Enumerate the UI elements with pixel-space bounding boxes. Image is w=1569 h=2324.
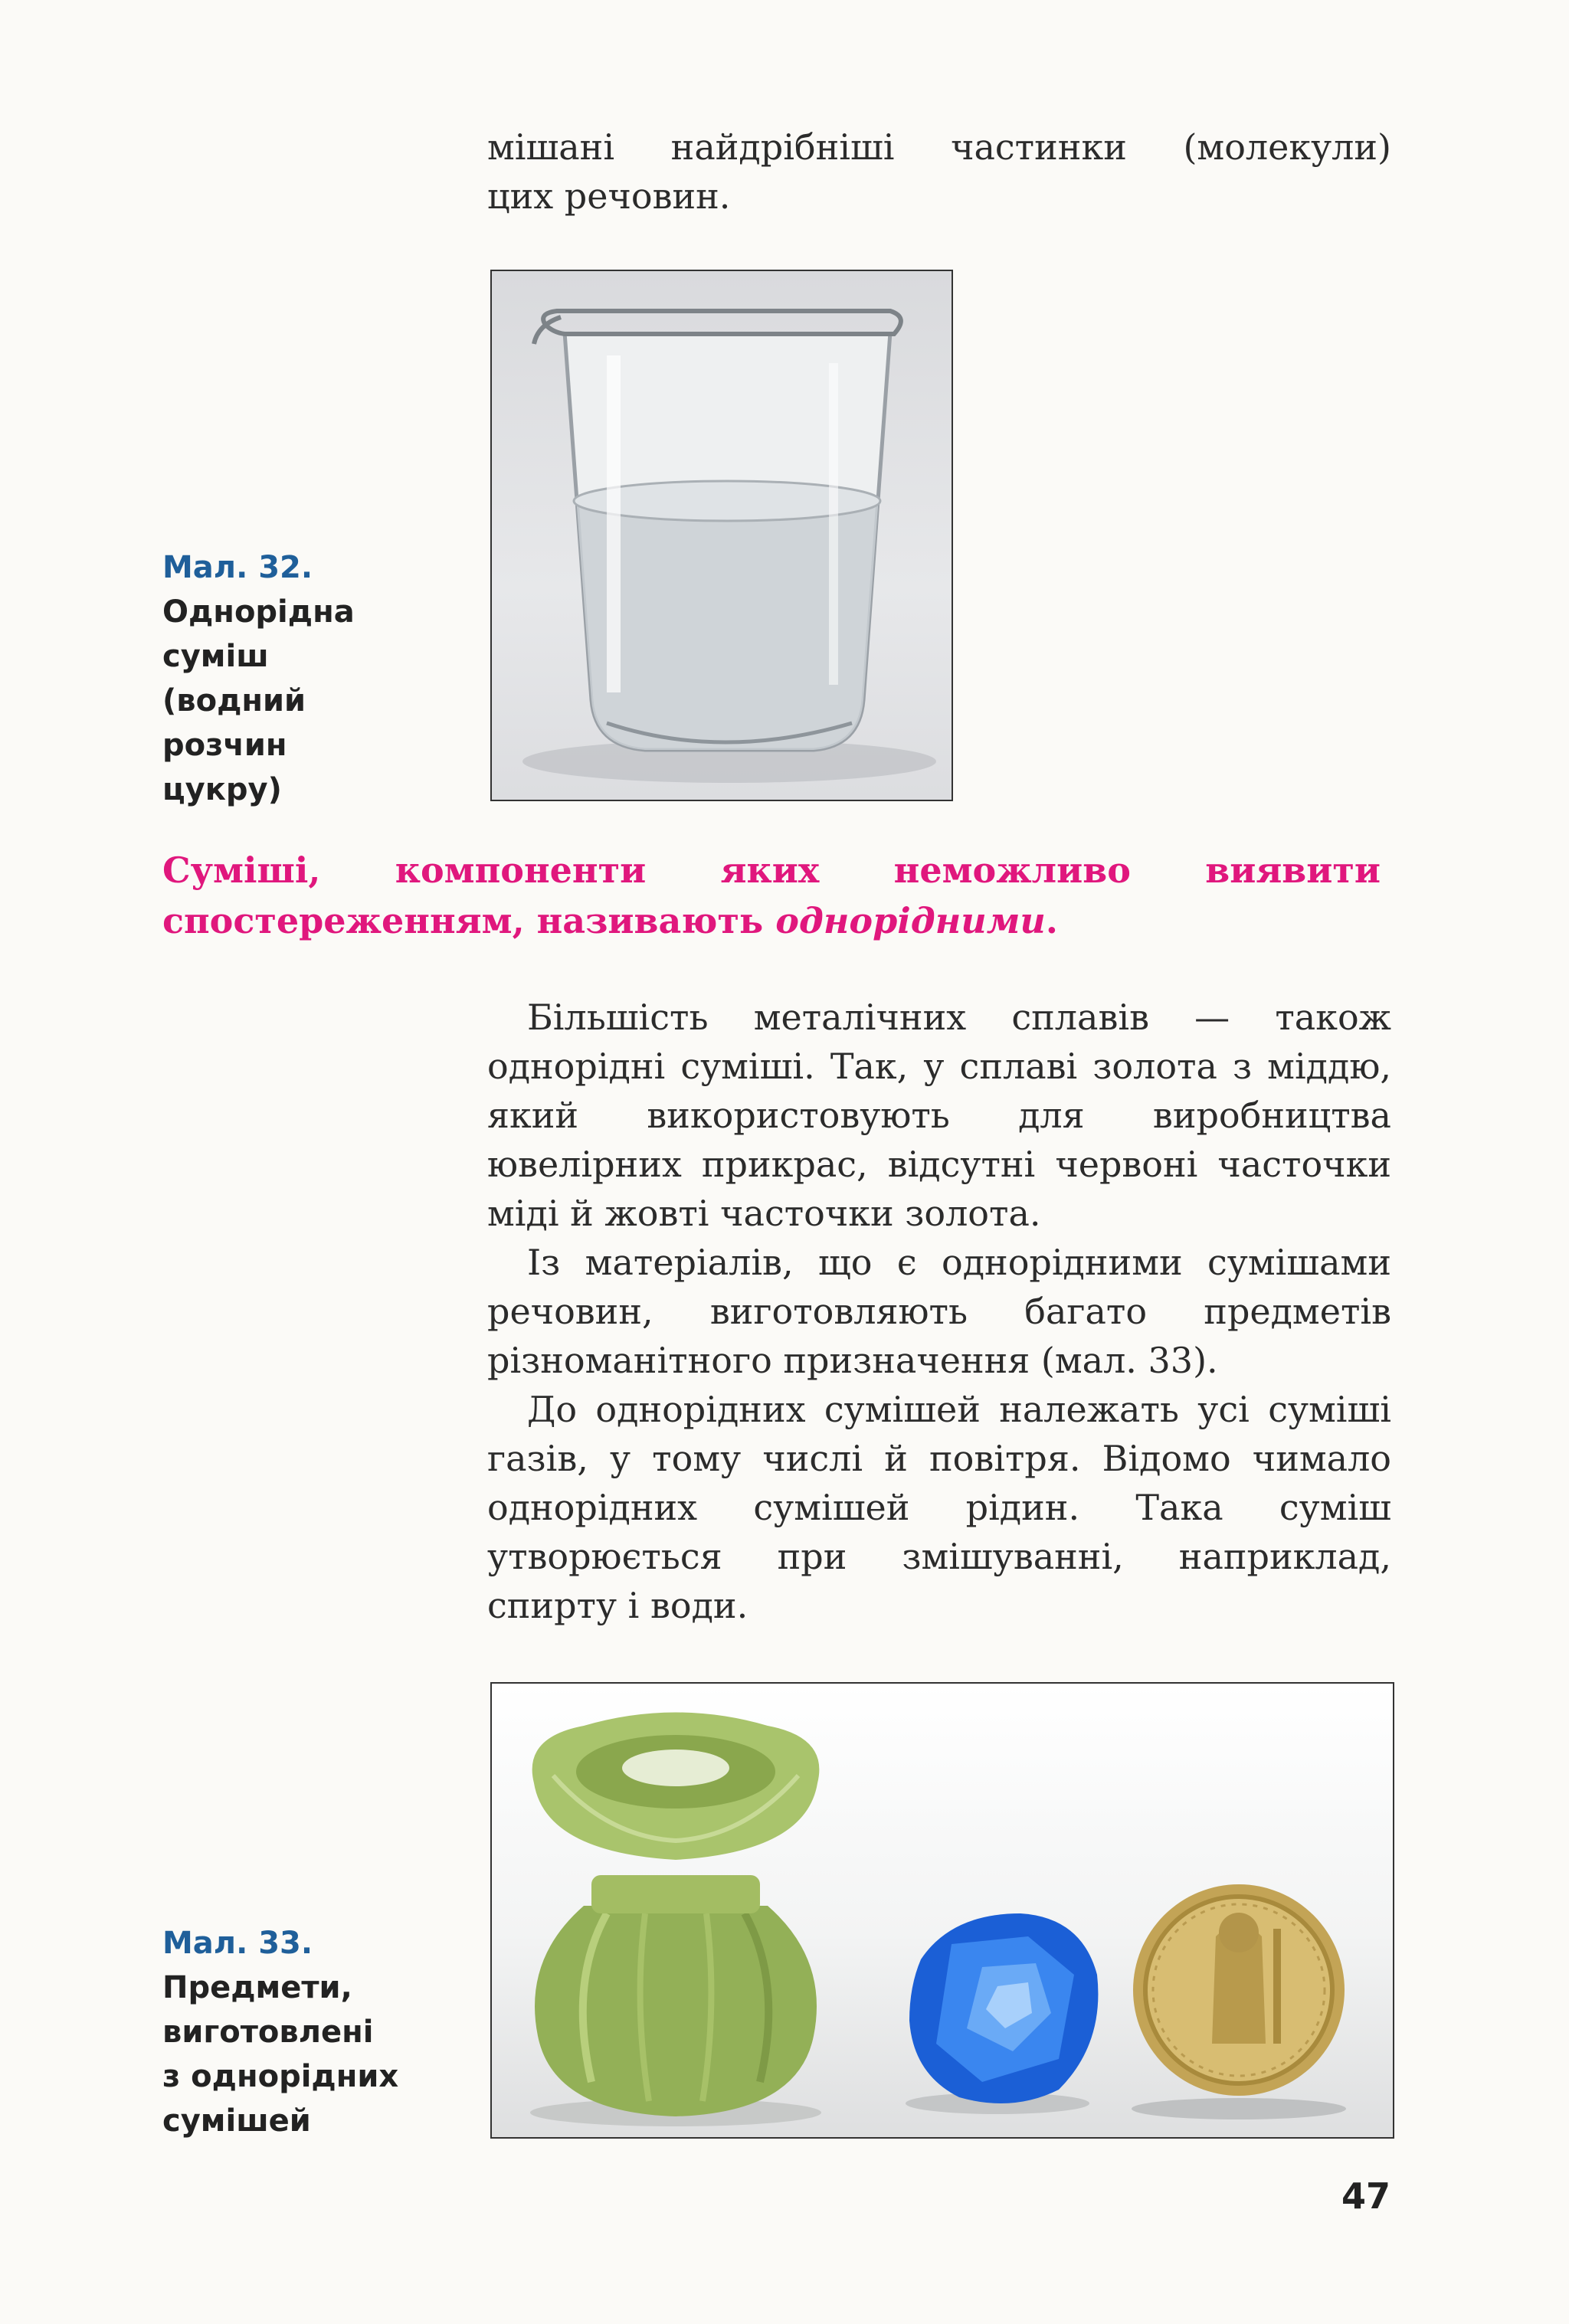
definition-end: . xyxy=(1045,900,1058,941)
body-paragraph: Із матеріалів, що є однорідними сумішами речовин, виготовляють багато предметів різноманітного призначення (мал. 33). xyxy=(487,1242,1391,1381)
figure-33-caption-line: Предмети, xyxy=(162,1970,352,2005)
definition-text: Суміші, компоненти яких неможливо виявити спостереженням, називають xyxy=(162,849,1381,941)
figure-32-photo xyxy=(490,270,953,801)
body-paragraph: До однорідних сумішей належать усі суміші газів, у тому числі й повітря. Відомо чимало однорідних сумішей рідин. Така суміш утворюється при змішуванні, наприклад, спирту і води. xyxy=(487,1389,1391,1626)
top-paragraph xyxy=(487,123,1391,221)
blue-gemstone-icon xyxy=(906,1913,1098,2114)
figure-33-caption xyxy=(162,1921,438,2143)
figure-32-label: Мал. 32. xyxy=(162,550,313,585)
figure-32-caption-line: (водний xyxy=(162,683,306,718)
figure-33-caption-line: виготовлені xyxy=(162,2015,374,2050)
body-paragraph: Більшість металічних сплавів — також однорідні суміші. Так, у сплаві золота з міддю, який використовують для виробництва ювелірних прикрас, відсутні червоні часточки міді й жовті часточки золота. xyxy=(487,997,1391,1234)
definition-emphasis: однорідними xyxy=(775,900,1046,941)
figure-32-caption-line: суміш xyxy=(162,639,269,674)
figure-32-caption-line: Однорідна xyxy=(162,594,355,630)
definition-statement xyxy=(162,845,1381,946)
green-glass-vase-icon xyxy=(530,1713,821,2127)
figure-32-caption xyxy=(162,545,415,812)
gold-coin-icon xyxy=(1132,1884,1346,2119)
top-paragraph-line-1: мішані найдрібніші частинки (молекули) xyxy=(487,126,1391,168)
figure-33-caption-line: з однорідних xyxy=(162,2059,399,2094)
figure-33-label: Мал. 33. xyxy=(162,1926,313,1961)
page-number: 47 xyxy=(1341,2175,1390,2217)
figure-32-caption-line: цукру) xyxy=(162,772,282,807)
figure-33-photo xyxy=(490,1682,1394,2139)
figure-32-caption-line: розчин xyxy=(162,728,287,763)
figure-33-caption-line: сумішей xyxy=(162,2103,311,2139)
body-text xyxy=(487,993,1391,1630)
glass-beaker-icon xyxy=(492,271,952,800)
top-paragraph-line-2: цих речовин. xyxy=(487,175,731,217)
